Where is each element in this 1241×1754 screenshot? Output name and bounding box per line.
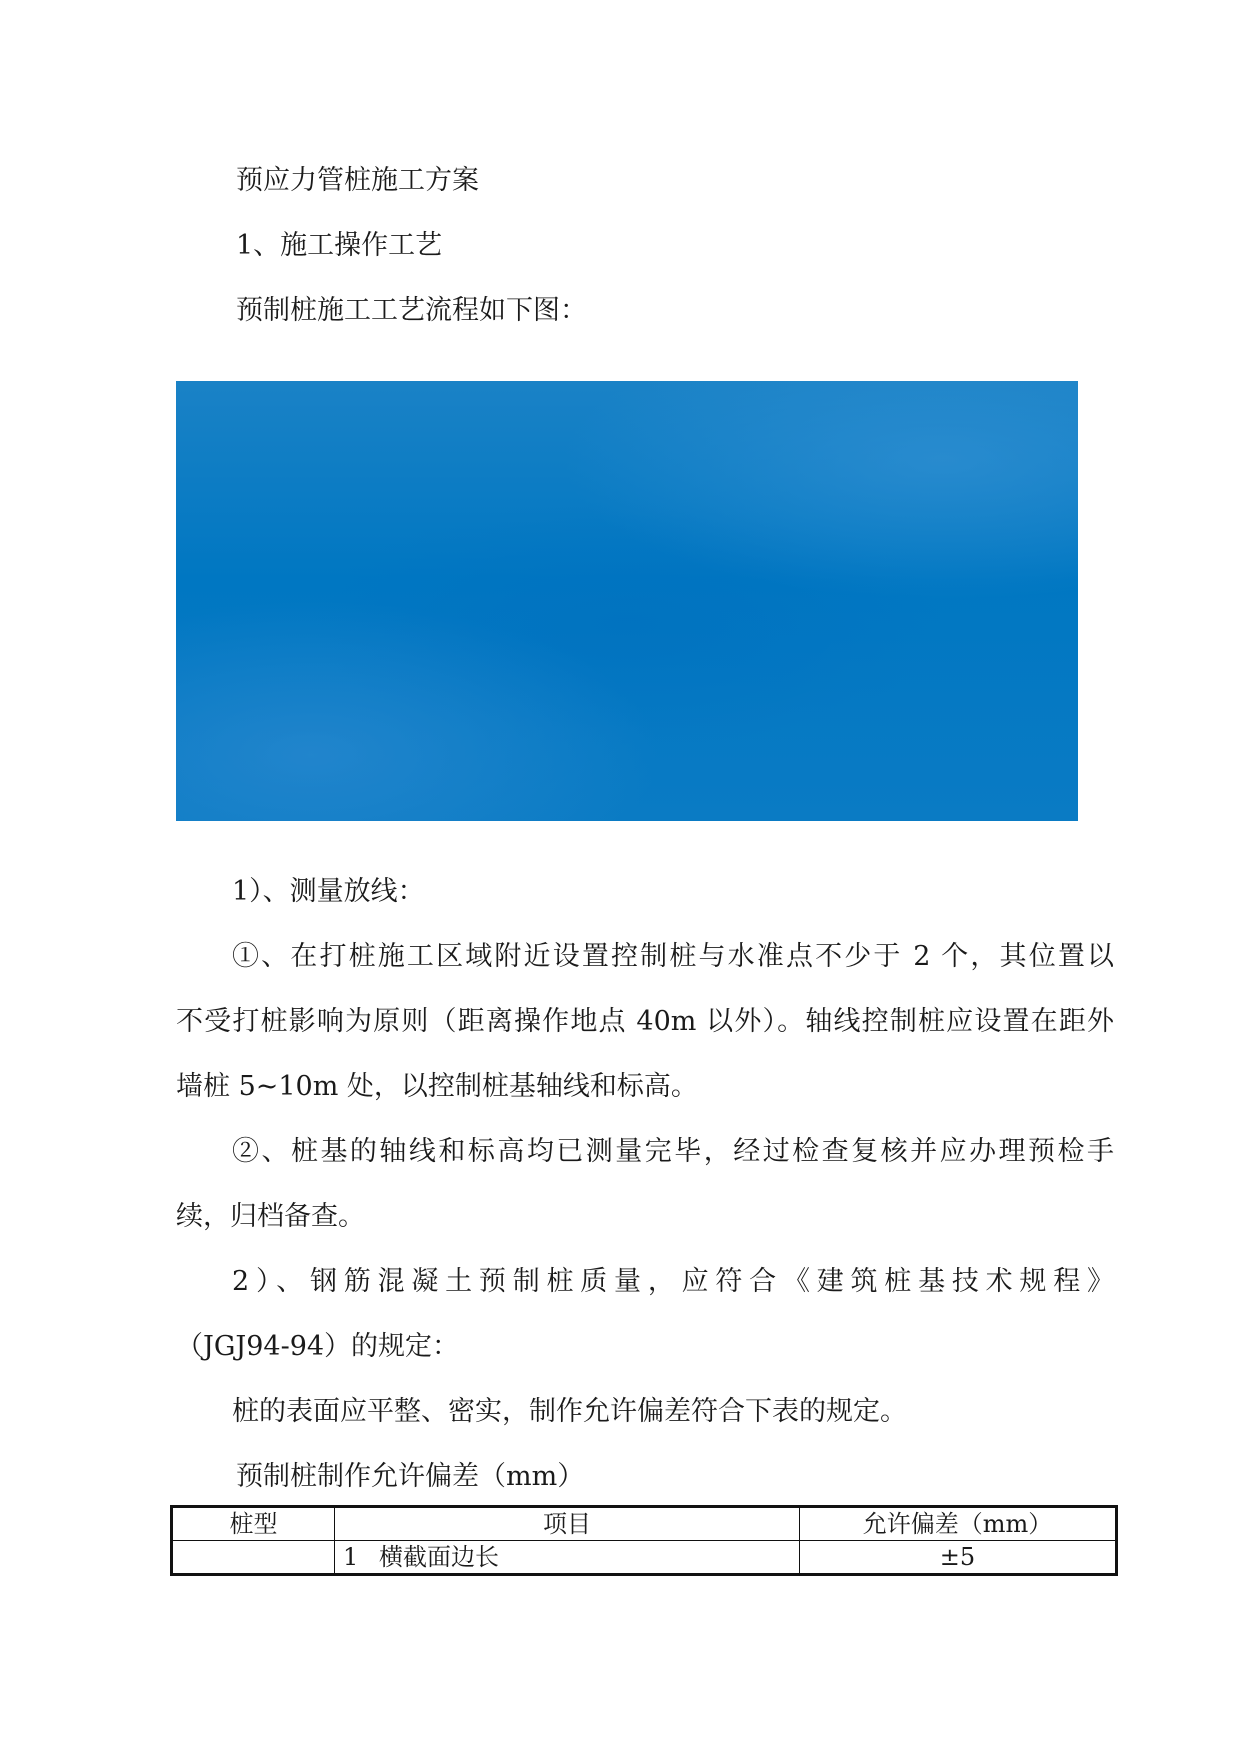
table-caption: 预制桩制作允许偏差（mm） (236, 1461, 585, 1492)
item2-line2: 续，归档备查。 (176, 1201, 365, 1232)
cell-tolerance: ±5 (800, 1541, 1117, 1575)
cell-item (335, 1541, 800, 1575)
item2-line1: ②、桩基的轴线和标高均已测量完毕，经过检查复核并应办理预检手 (232, 1136, 1114, 1167)
tolerance-table (170, 1505, 1118, 1576)
document-title: 预应力管桩施工方案 (236, 165, 479, 196)
subsection-survey: 1）、测量放线： (232, 876, 425, 907)
item1-line3: 墙桩 5~10m 处，以控制桩基轴线和标高。 (176, 1071, 698, 1102)
subsection-quality-line2: （JGJ94-94）的规定： (176, 1331, 460, 1362)
surface-requirement: 桩的表面应平整、密实，制作允许偏差符合下表的规定。 (232, 1396, 907, 1427)
item1-line2: 不受打桩影响为原则（距离操作地点 40m 以外）。轴线控制桩应设置在距外 (176, 1006, 1114, 1037)
section-heading: 1、施工操作工艺 (236, 230, 443, 261)
subsection-quality-line1: 2）、钢筋混凝土预制桩质量，应符合《建筑桩基技术规程》 (232, 1266, 1114, 1297)
process-flow-figure (176, 381, 1078, 821)
cell-pile-type (172, 1541, 335, 1575)
header-pile-type: 桩型 (172, 1507, 335, 1541)
table-header-row (172, 1507, 1117, 1541)
cell-item-index: 1 (343, 1543, 359, 1571)
flow-intro: 预制桩施工工艺流程如下图： (236, 295, 587, 326)
cell-item-label: 横截面边长 (379, 1543, 499, 1571)
header-item: 项目 (335, 1507, 800, 1541)
header-tolerance: 允许偏差（mm） (800, 1507, 1117, 1541)
item1-line1: ①、在打桩施工区域附近设置控制桩与水准点不少于 2 个，其位置以 (232, 941, 1114, 972)
table-row (172, 1541, 1117, 1575)
